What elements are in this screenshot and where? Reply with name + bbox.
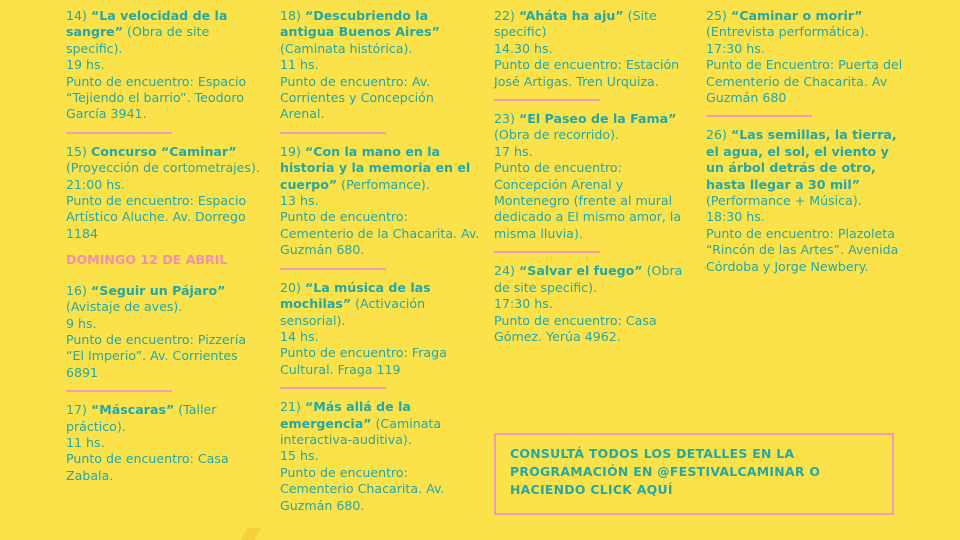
- event-time: 14 hs.: [280, 328, 319, 344]
- event-type: (Caminata interactiva-auditiva).: [280, 415, 442, 447]
- event-title: “Más allá de la emergencia”: [280, 399, 411, 431]
- event-meeting-point: Punto de encuentro: Cementerio de la Chacarita. Av. Guzmán 680.: [280, 209, 480, 258]
- event-title: “La música de las mochilas”: [280, 279, 431, 312]
- event-type: (Obra de site specific).: [66, 24, 210, 56]
- event-title: “Caminar o morir”: [730, 8, 863, 23]
- event-time: 17:30 hs.: [706, 40, 765, 56]
- event-25: [706, 8, 906, 106]
- event-type: (Performance + Música).: [706, 193, 862, 209]
- program-column-1: [66, 8, 266, 493]
- event-time: 15 hs.: [280, 448, 319, 464]
- event-time: 14.30 hs.: [494, 40, 553, 56]
- event-type: (Activación sensorial).: [280, 296, 426, 328]
- event-meeting-point: Punto de encuentro: Concepción Arenal y Montenegro (frente al mural dedicado a El mismo amor, la misma lluvia).: [494, 160, 682, 241]
- event-15: [66, 144, 266, 242]
- event-number: 24): [494, 263, 515, 279]
- event-type: (Taller práctico).: [66, 402, 217, 434]
- event-meeting-point: Punto de encuentro: Estación José Artigas. Tren Urquiza.: [494, 57, 680, 89]
- program-details-link[interactable]: CONSULTÁ TODOS LOS DETALLES EN LA PROGRAMACIÓN EN @FESTIVALCAMINAR O HACIENDO CLICK AQUÍ: [494, 433, 894, 515]
- event-number: 20): [280, 279, 301, 295]
- event-number: 23): [494, 111, 515, 127]
- event-meeting-point: Punto de encuentro: Cementerio Chacarita. Av. Guzmán 680.: [280, 464, 445, 513]
- event-title: “Seguir un Pájaro”: [90, 282, 226, 298]
- day-heading: DOMINGO 12 DE ABRIL: [66, 252, 228, 268]
- divider: [706, 115, 812, 117]
- program-column-3: [494, 8, 694, 354]
- event-number: 19): [280, 143, 301, 159]
- event-title: “Descubriendo la antigua Buenos Aires”: [280, 8, 440, 40]
- event-16: [66, 283, 266, 381]
- event-time: 11 hs.: [280, 57, 319, 73]
- event-number: 21): [280, 399, 301, 415]
- event-title: “El Paseo de la Fama”: [518, 111, 677, 127]
- event-meeting-point: Punto de encuentro: Espacio “Tejiendo el barrio”. Teodoro García 3941.: [66, 73, 247, 122]
- event-meeting-point: Punto de encuentro: Pizzería “El Imperio”. Av. Corrientes 6891: [66, 331, 247, 380]
- event-type: (Site specific): [494, 8, 657, 40]
- event-meeting-point: Punto de encuentro: Casa Zabala.: [66, 451, 229, 483]
- event-time: 13 hs.: [280, 193, 319, 209]
- event-number: 18): [280, 8, 301, 23]
- event-22: [494, 8, 694, 90]
- event-20: [280, 280, 480, 378]
- event-number: 17): [66, 402, 87, 418]
- divider: [280, 387, 386, 389]
- event-meeting-point: Punto de encuentro: Casa Gómez. Yerúa 4962.: [494, 312, 657, 344]
- divider: [280, 132, 386, 134]
- event-title: “Aháta ha aju”: [518, 8, 624, 23]
- divider: [66, 132, 172, 134]
- program-column-2: [280, 8, 480, 523]
- event-time: 11 hs.: [66, 434, 105, 450]
- decorative-shape: [241, 528, 262, 540]
- event-title: “La velocidad de la sangre”: [66, 8, 228, 40]
- event-type: (Avistaje de aves).: [66, 299, 183, 315]
- event-24: [494, 263, 694, 345]
- event-23: [494, 111, 694, 242]
- event-meeting-point: Punto de Encuentro: Puerta del Cementerio de Chacarita. Av Guzmán 680: [706, 57, 903, 106]
- event-title: “Máscaras”: [90, 402, 175, 418]
- program-column-4: [706, 8, 906, 284]
- event-number: 15): [66, 143, 87, 159]
- event-number: 26): [706, 127, 727, 143]
- event-time: 17:30 hs.: [494, 296, 553, 312]
- event-17: [66, 402, 266, 484]
- event-time: 9 hs.: [66, 315, 97, 331]
- event-meeting-point: Punto de encuentro: Espacio Artístico Aluche. Av. Dorrego 1184: [66, 193, 247, 241]
- event-19: [280, 144, 480, 259]
- event-number: 22): [494, 8, 515, 23]
- divider: [280, 268, 386, 270]
- event-title: Concurso “Caminar”: [90, 143, 237, 159]
- event-time: 18:30 hs.: [706, 209, 765, 225]
- event-title: “Salvar el fuego”: [518, 263, 643, 279]
- event-meeting-point: Punto de encuentro: Av. Corrientes y Concepción Arenal.: [280, 73, 434, 122]
- divider: [494, 251, 600, 253]
- divider: [494, 99, 600, 101]
- event-time: 21:00 hs.: [66, 176, 125, 192]
- event-time: 19 hs.: [66, 57, 105, 73]
- event-meeting-point: Punto de encuentro: Fraga Cultural. Fraga 119: [280, 345, 447, 377]
- event-18: [280, 8, 480, 123]
- event-number: 16): [66, 282, 87, 298]
- event-time: 17 hs.: [494, 143, 533, 159]
- event-number: 14): [66, 8, 87, 23]
- event-meeting-point: Punto de encuentro: Plazoleta “Rincón de las Artes”. Avenida Córdoba y Jorge Newbery.: [706, 225, 899, 274]
- event-14: [66, 8, 266, 123]
- event-title: “Las semillas, la tierra, el agua, el sol, el viento y un árbol detrás de otro, hasta llegar a 30 mil”: [706, 127, 897, 192]
- event-number: 25): [706, 8, 727, 23]
- event-type: (Obra de site specific).: [494, 263, 683, 295]
- event-type: (Perfomance).: [341, 176, 430, 192]
- event-type: (Proyección de cortometrajes).: [66, 160, 260, 176]
- divider: [66, 390, 172, 392]
- event-21: [280, 399, 480, 514]
- event-type: (Caminata histórica).: [280, 40, 413, 56]
- event-26: [706, 127, 906, 275]
- event-type: (Entrevista performática).: [706, 24, 869, 40]
- event-type: (Obra de recorrido).: [494, 127, 619, 143]
- event-title: “Con la mano en la historia y la memoria en el cuerpo”: [280, 143, 471, 192]
